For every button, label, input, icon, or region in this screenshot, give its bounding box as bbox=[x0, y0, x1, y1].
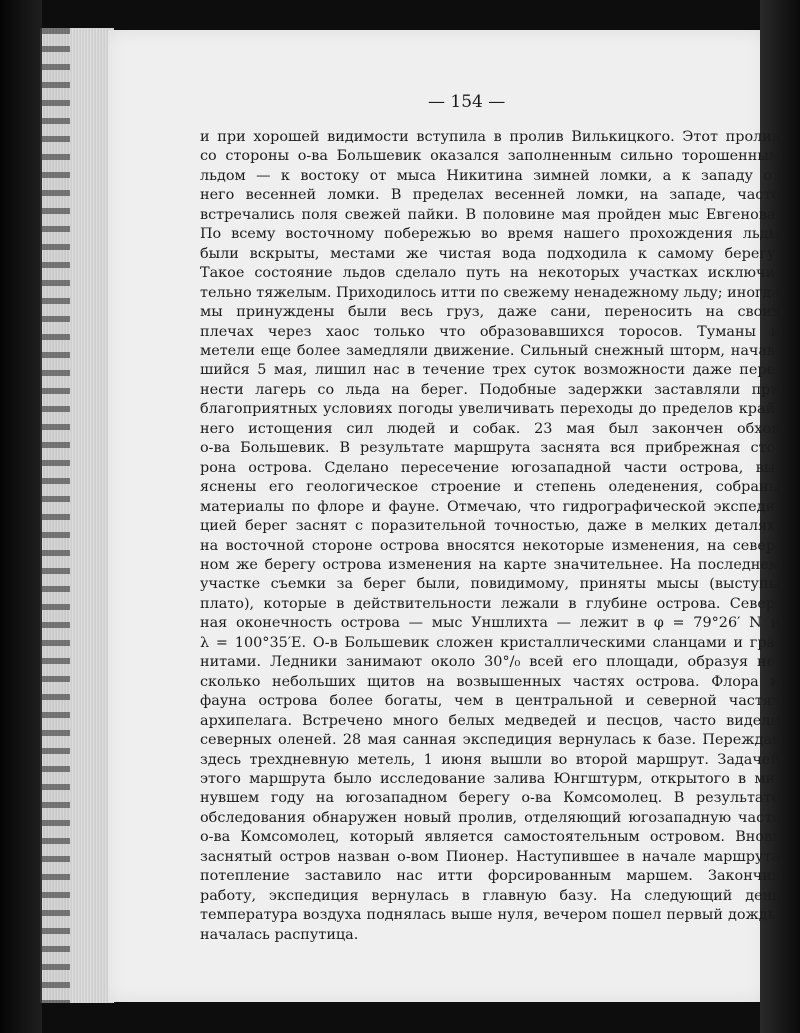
text-line: потепление заставило нас итти форсированным маршем. Закончив bbox=[200, 868, 780, 885]
scan-left-border bbox=[0, 0, 42, 1033]
text-line: обследования обнаружен новый пролив, отделяющий югозападную часть bbox=[200, 809, 780, 826]
text-line: льдом — к востоку от мыса Никитина зимней ломки, а к западу от bbox=[200, 167, 780, 184]
text-line: и при хорошей видимости вступила в пролив Вилькицкого. Этот пролив bbox=[200, 129, 780, 145]
text-line: встречались поля свежей пайки. В половине мая пройден мыс Евгенова. bbox=[200, 206, 780, 223]
page-stack-edges bbox=[40, 28, 114, 1003]
text-line: цией берег заснят с поразительной точностью, даже в мелких деталях; bbox=[200, 518, 780, 535]
text-line: него истощения сил людей и собак. 23 мая был закончен обход bbox=[200, 420, 780, 437]
text-line: Такое состояние льдов сделало путь на некоторых участках исключи- bbox=[200, 265, 780, 282]
text-line: этого маршрута было исследование залива Юнгштурм, открытого в ми- bbox=[200, 770, 780, 787]
body-text bbox=[200, 128, 780, 945]
text-line: архипелага. Встречено много белых медведей и песцов, часто видели bbox=[200, 712, 780, 729]
text-line: тельно тяжелым. Приходилось итти по свежему ненадежному льду; иногда bbox=[200, 284, 780, 301]
text-line: материалы по флоре и фауне. Отмечаю, что гидрографической экспеди- bbox=[200, 498, 780, 515]
text-line: температура воздуха поднялась выше нуля, вечером пошел первый дождь, bbox=[200, 907, 780, 924]
text-line: мы принуждены были весь груз, даже сани, переносить на своих bbox=[200, 304, 780, 321]
text-line: плечах через хаос только что образовавшихся торосов. Туманы и bbox=[200, 323, 780, 340]
text-line: фауна острова более богаты, чем в центральной и северной частях bbox=[200, 693, 780, 710]
text-line: благоприятных условиях погоды увеличивать переходы до пределов край- bbox=[200, 401, 780, 418]
text-line: λ = 100°35′E. О-в Большевик сложен кристаллическими сланцами и гра- bbox=[200, 634, 780, 651]
text-line: яснены его геологическое строение и степень оледенения, собраны bbox=[200, 479, 780, 496]
text-line: ная оконечность острова — мыс Уншлихта — лежит в φ = 79°26′ N и bbox=[200, 615, 780, 632]
text-line: о-ва Большевик. В результате маршрута заснята вся прибрежная сто- bbox=[200, 440, 780, 457]
text-line: со стороны о-ва Большевик оказался заполненным сильно торошенным bbox=[200, 148, 780, 165]
text-line: здесь трехдневную метель, 1 июня вышли во второй маршрут. Задачей bbox=[200, 751, 780, 768]
text-line: сколько небольших щитов на возвышенных частях острова. Флора и bbox=[200, 673, 780, 690]
page-number: — 154 — bbox=[428, 92, 506, 112]
text-line: плато), которые в действительности лежали в глубине острова. Север- bbox=[200, 595, 780, 612]
text-line: началась распутица. bbox=[200, 926, 359, 943]
text-line: шийся 5 мая, лишил нас в течение трех суток возможности даже пере- bbox=[200, 362, 780, 379]
text-line: нитами. Ледники занимают около 30°/₀ всей его площади, образуя не- bbox=[200, 654, 780, 671]
text-line: были вскрыты, местами же чистая вода подходила к самому берегу. bbox=[200, 245, 780, 262]
text-line: него весенней ломки. В пределах весенней ломки, на западе, часто bbox=[200, 187, 780, 204]
text-line: По всему восточному побережью во время нашего прохождения льды bbox=[200, 226, 780, 243]
text-line: метели еще более замедляли движение. Сильный снежный шторм, начав- bbox=[200, 342, 780, 359]
text-line: заснятый остров назван о-вом Пионер. Наступившее в начале маршрута bbox=[200, 848, 780, 865]
text-line: северных оленей. 28 мая санная экспедиция вернулась к базе. Переждав bbox=[200, 732, 780, 749]
text-line: на восточной стороне острова вносятся некоторые изменения, на север- bbox=[200, 537, 780, 554]
text-line: ном же берегу острова изменения на карте значительнее. На последнем bbox=[200, 556, 780, 573]
text-line: работу, экспедиция вернулась в главную базу. На следующий день bbox=[200, 887, 780, 904]
text-line: участке съемки за берег были, повидимому, приняты мысы (выступы bbox=[200, 576, 780, 593]
text-line: нести лагерь со льда на берег. Подобные задержки заставляли при bbox=[200, 381, 780, 398]
text-line: рона острова. Сделано пересечение югозападной части острова, вы- bbox=[200, 459, 780, 476]
text-line: нувшем году на югозападном берегу о-ва Комсомолец. В результате bbox=[200, 790, 780, 807]
text-line: о-ва Комсомолец, который является самостоятельным островом. Вновь bbox=[200, 829, 780, 846]
